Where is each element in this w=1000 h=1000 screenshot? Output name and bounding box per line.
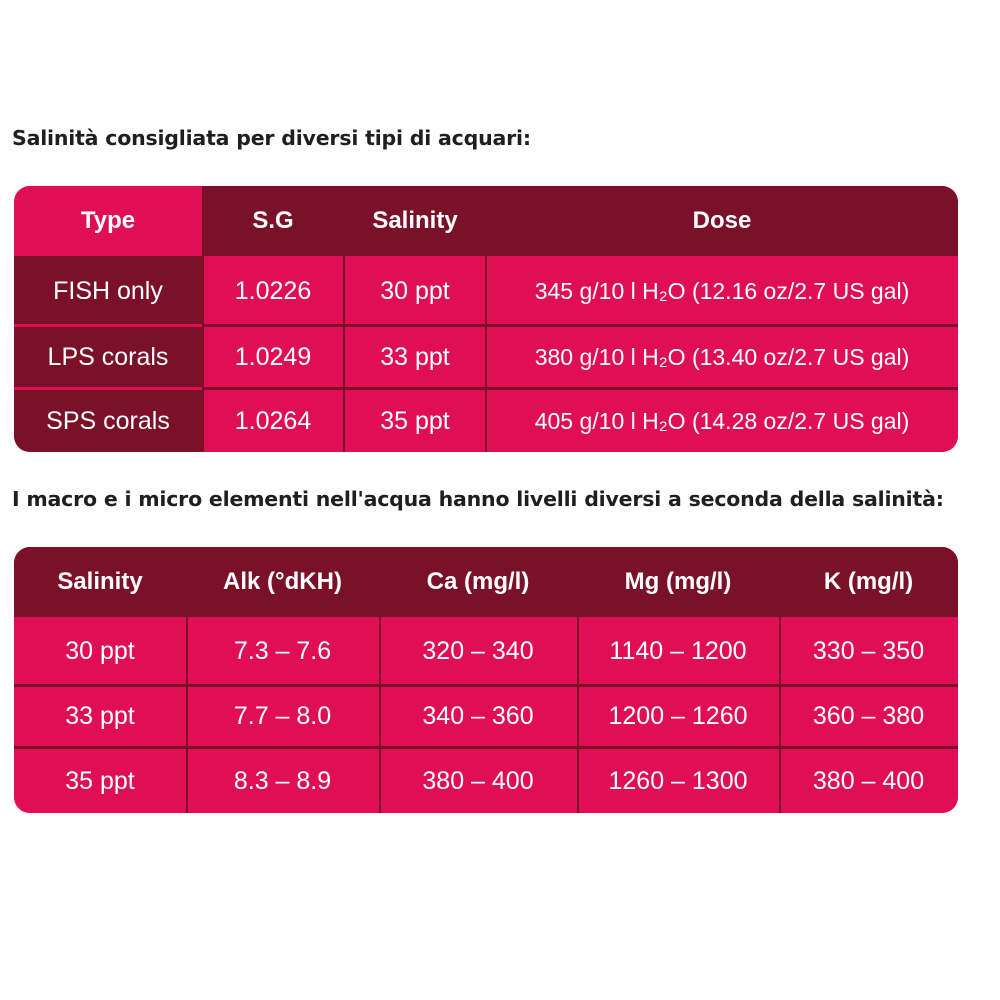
table2-header-mg: Mg (mg/l): [624, 568, 732, 595]
table1-header-sg: S.G: [252, 207, 294, 234]
table1-cell-type: FISH only: [53, 276, 163, 305]
table2-cell-salinity: 30 ppt: [65, 637, 135, 665]
table2-cell-mg: 1260 – 1300: [608, 766, 748, 795]
table1-header-dose: Dose: [692, 207, 752, 234]
table1-cell-salinity: 35 ppt: [380, 406, 450, 435]
salinity-table: [14, 186, 958, 452]
table2-cell-alk: 8.3 – 8.9: [233, 766, 332, 795]
table2-cell-mg: 1140 – 1200: [609, 637, 747, 665]
table2-header-salinity: Salinity: [57, 568, 143, 595]
table2-cell-salinity: 33 ppt: [65, 702, 135, 730]
table2-cell-mg: 1200 – 1260: [608, 702, 748, 730]
table2-cell-k: 380 – 400: [812, 766, 925, 795]
table1-header-type: Type: [80, 207, 136, 234]
table2-cell-alk: 7.7 – 8.0: [233, 702, 332, 730]
elements-table: [14, 547, 958, 813]
table1-cell-dose: 345 g/10 l H₂O (12.16 oz/2.7 US gal): [534, 277, 910, 304]
table2-cell-alk: 7.3 – 7.6: [233, 637, 332, 665]
table2-header-alk: Alk (°dKH): [223, 568, 342, 595]
table2-cell-ca: 340 – 360: [422, 702, 534, 730]
table2-cell-k: 360 – 380: [812, 702, 925, 730]
heading-elements: I macro e i micro elementi nell'acqua hanno livelli diversi a seconda della salinità:: [12, 487, 944, 511]
table2-cell-k: 330 – 350: [812, 637, 925, 665]
table2-cell-ca: 320 – 340: [422, 637, 534, 665]
table1-cell-type: SPS corals: [46, 406, 170, 435]
table1-cell-dose: 380 g/10 l H₂O (13.40 oz/2.7 US gal): [534, 343, 910, 370]
table2-header-ca: Ca (mg/l): [426, 568, 530, 595]
table1-cell-sg: 1.0249: [234, 342, 312, 371]
table1-cell-dose: 405 g/10 l H₂O (14.28 oz/2.7 US gal): [534, 407, 910, 434]
table1-cell-sg: 1.0264: [234, 406, 312, 435]
table1-cell-type: LPS corals: [47, 342, 169, 371]
heading-salinity: Salinità consigliata per diversi tipi di acquari:: [12, 126, 531, 150]
table2-header-k: K (mg/l): [823, 568, 914, 595]
table1-cell-salinity: 30 ppt: [380, 276, 450, 305]
table1-cell-sg: 1.0226: [234, 276, 312, 305]
table2-cell-salinity: 35 ppt: [65, 766, 135, 795]
table2-cell-ca: 380 – 400: [422, 766, 534, 795]
table1-header-salinity: Salinity: [372, 207, 458, 234]
table1-cell-salinity: 33 ppt: [380, 342, 450, 371]
